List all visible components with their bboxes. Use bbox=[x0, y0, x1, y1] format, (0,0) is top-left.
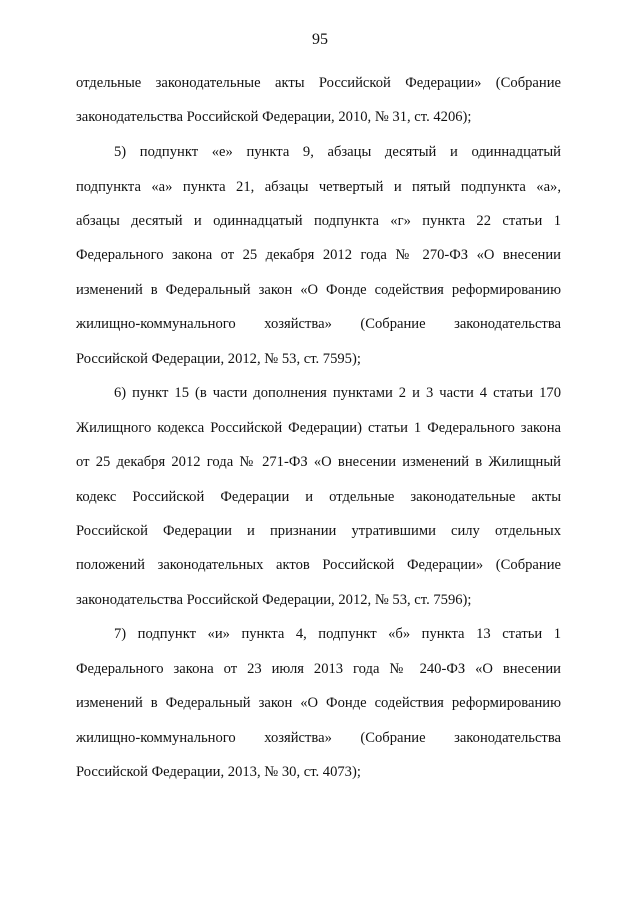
text-line: законодательства Российской Федерации, 2012, № 53, ст. 7596); bbox=[76, 592, 472, 608]
text-line: от 25 декабря 2012 года № 271-ФЗ «О внесении изменений в Жилищный bbox=[76, 454, 561, 470]
text-line: положений законодательных актов Российской Федерации» (Собрание bbox=[76, 557, 561, 573]
text-line: 6) пункт 15 (в части дополнения пунктами 2 и 3 части 4 статьи 170 bbox=[114, 385, 561, 401]
text-line: жилищно-коммунального хозяйства» (Собрание законодательства bbox=[76, 730, 561, 746]
text-line: изменений в Федеральный закон «О Фонде содействия реформированию bbox=[76, 695, 561, 711]
text-line: подпункта «а» пункта 21, абзацы четвертый и пятый подпункта «а», bbox=[76, 179, 561, 195]
text-line: Российской Федерации, 2013, № 30, ст. 4073); bbox=[76, 764, 361, 780]
text-line: 5) подпункт «е» пункта 9, абзацы десятый и одиннадцатый bbox=[114, 144, 561, 160]
text-line: Российской Федерации, 2012, № 53, ст. 7595); bbox=[76, 351, 361, 367]
text-line: отдельные законодательные акты Российской Федерации» (Собрание bbox=[76, 75, 561, 91]
text-line: абзацы десятый и одиннадцатый подпункта «г» пункта 22 статьи 1 bbox=[76, 213, 561, 229]
page-number: 95 bbox=[312, 31, 328, 48]
text-line: изменений в Федеральный закон «О Фонде содействия реформированию bbox=[76, 282, 561, 298]
text-line: Российской Федерации и признании утратившими силу отдельных bbox=[76, 523, 561, 539]
text-line: 7) подпункт «и» пункта 4, подпункт «б» пункта 13 статьи 1 bbox=[114, 626, 561, 642]
text-line: кодекс Российской Федерации и отдельные законодательные акты bbox=[76, 489, 561, 505]
text-line: Федерального закона от 25 декабря 2012 года № 270-ФЗ «О внесении bbox=[76, 247, 561, 263]
text-line: жилищно-коммунального хозяйства» (Собрание законодательства bbox=[76, 316, 561, 332]
text-line: Федерального закона от 23 июля 2013 года № 240-ФЗ «О внесении bbox=[76, 661, 561, 677]
text-line: законодательства Российской Федерации, 2010, № 31, ст. 4206); bbox=[76, 109, 472, 125]
text-line: Жилищного кодекса Российской Федерации) статьи 1 Федерального закона bbox=[76, 420, 561, 436]
